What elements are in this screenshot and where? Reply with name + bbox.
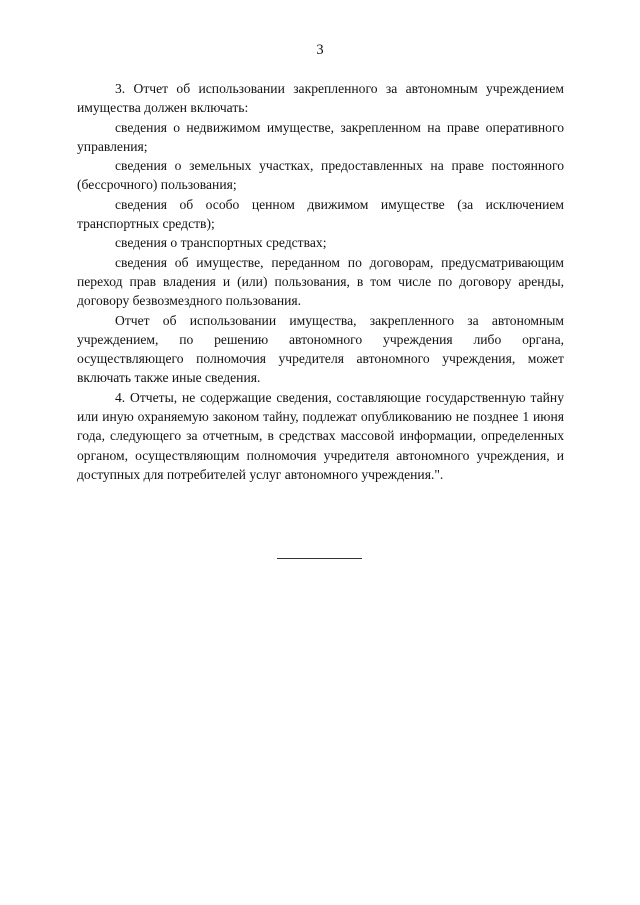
- paragraph-other-information: Отчет об использовании имущества, закрепленного за автономным учреждением, по решению автономного учреждения либо органа, осуществляющего полномочия учредителя автономного учреждения, может включать также иные сведения.: [77, 312, 564, 386]
- paragraph-valuable-movable-property: сведения об особо ценном движимом имуществе (за исключением транспортных средств);: [77, 196, 564, 232]
- end-divider-line: [277, 558, 362, 559]
- paragraph-real-estate: сведения о недвижимом имуществе, закрепленном на праве оперативного управления;: [77, 119, 564, 154]
- paragraph-vehicles: сведения о транспортных средствах;: [115, 235, 327, 251]
- paragraph-land-plots: сведения о земельных участках, предоставленных на праве постоянного (бессрочного) пользования;: [77, 158, 564, 193]
- page-number: 3: [316, 42, 324, 58]
- paragraph-transferred-property: сведения об имуществе, переданном по договорам, предусматривающим переход прав владения и (или) пользования, в том числе по договору аренды, договору безвозмездного пользования.: [77, 254, 564, 309]
- document-body: [77, 79, 564, 484]
- paragraph-item-3-intro: 3. Отчет об использовании закрепленного за автономным учреждением имущества должен включать:: [77, 81, 564, 116]
- paragraph-item-4-publication: 4. Отчеты, не содержащие сведения, составляющие государственную тайну или иную охраняемую законом тайну, подлежат опубликованию не позднее 1 июня года, следующего за отчетным, в средствах массовой информации, определенных органом, осуществляющим полномочия учредителя автономного учреждения, и доступных для потребителей услуг автономного учреждения.".: [77, 389, 564, 482]
